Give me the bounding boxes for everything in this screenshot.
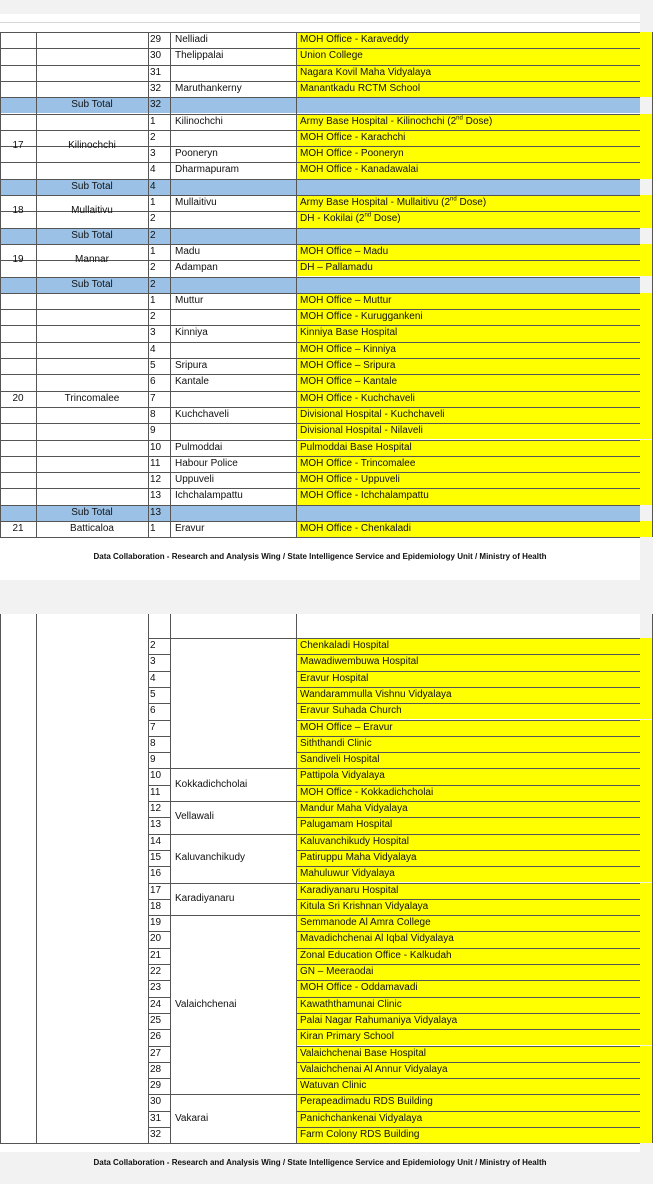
location-cell	[300, 211, 652, 227]
location-cell: MOH Office - Kokkadichcholai	[300, 786, 434, 798]
district-name: Mullaitivu	[71, 205, 113, 217]
location-sup: nd	[364, 212, 372, 219]
location-cell: Divisional Hospital - Kuchchaveli	[300, 408, 445, 420]
subtotal-label: Sub Total	[71, 99, 113, 111]
moh-group-rule	[170, 768, 296, 769]
moh-area: Ichchalampattu	[175, 490, 243, 502]
row-number: 3	[150, 327, 156, 339]
moh-area: Kinniya	[175, 327, 208, 339]
district-serial: 17	[12, 140, 24, 152]
table-column-rule	[36, 614, 37, 1143]
moh-area: Kuchchaveli	[175, 408, 229, 420]
district-serial: 19	[12, 254, 24, 266]
moh-area: Vakarai	[175, 1112, 209, 1124]
subtotal-label: Sub Total	[71, 229, 113, 241]
location-cell	[300, 195, 652, 211]
table-column-rule	[0, 32, 1, 537]
row-number: 28	[150, 1063, 162, 1075]
moh-area: Pooneryn	[175, 148, 218, 160]
subtotal-count: 32	[150, 99, 162, 111]
row-number: 4	[150, 672, 156, 684]
row-number: 29	[150, 34, 162, 45]
row-number: 17	[150, 884, 162, 896]
row-number: 14	[150, 835, 162, 847]
location-cell: MOH Office - Uppuveli	[300, 474, 400, 486]
location-cell: Pattipola Vidyalaya	[300, 770, 385, 782]
row-number: 13	[150, 490, 162, 502]
moh-area: Adampan	[175, 262, 218, 274]
row-number: 23	[150, 982, 162, 994]
location-cell: MOH Office – Eravur	[300, 721, 393, 733]
location-cell: Mavadichchenai Al Iqbal Vidyalaya	[300, 933, 454, 945]
location-text: Dose)	[462, 115, 493, 127]
moh-area: Habour Police	[175, 457, 238, 469]
row-number: 11	[150, 457, 161, 469]
location-cell: Eravur Hospital	[300, 672, 369, 684]
moh-group-rule	[170, 638, 296, 639]
district-serial: 21	[12, 523, 24, 535]
row-number: 19	[150, 917, 162, 929]
row-number: 16	[150, 868, 162, 880]
table-column-rule	[296, 614, 297, 1143]
row-number: 15	[150, 851, 162, 863]
subtotal-label: Sub Total	[71, 278, 113, 290]
moh-area: Vellawali	[175, 811, 214, 823]
location-cell: Kawaththamunai Clinic	[300, 998, 402, 1010]
row-number: 2	[150, 640, 156, 651]
row-number: 3	[150, 148, 156, 160]
moh-area: Madu	[175, 245, 201, 257]
row-number: 1	[150, 115, 156, 127]
location-cell: Pulmoddai Base Hospital	[300, 441, 412, 453]
location-cell: MOH Office – Muttur	[300, 294, 392, 306]
location-cell: Kinniya Base Hospital	[300, 327, 398, 339]
district-name: Mannar	[75, 254, 109, 266]
location-cell: Palai Nagar Rahumaniya Vidyalaya	[300, 1014, 458, 1026]
row-number: 7	[150, 392, 156, 404]
subtotal-count: 2	[150, 278, 156, 290]
moh-area: Muttur	[175, 294, 204, 306]
row-number: 2	[150, 311, 156, 323]
table-column-rule	[0, 614, 1, 1143]
location-cell: Eravur Suhada Church	[300, 705, 402, 717]
row-number: 31	[150, 66, 162, 78]
subtotal-label: Sub Total	[71, 506, 113, 518]
document-page-1	[0, 14, 640, 580]
row-number: 13	[150, 819, 162, 831]
row-number: 29	[150, 1080, 162, 1092]
row-number: 11	[150, 786, 161, 798]
row-number: 1	[150, 523, 156, 534]
moh-area: Kantale	[175, 376, 209, 388]
subtotal-count: 13	[150, 506, 162, 518]
row-number: 1	[150, 294, 156, 306]
row-number: 30	[150, 1096, 162, 1108]
row-number: 30	[150, 50, 162, 62]
location-cell: Valaichchenai Al Annur Vidyalaya	[300, 1063, 448, 1075]
location-cell: Kaluvanchikudy Hospital	[300, 835, 409, 847]
row-number: 27	[150, 1047, 162, 1059]
row-number: 21	[150, 949, 162, 961]
location-cell: MOH Office – Sripura	[300, 360, 396, 371]
document-page-2	[0, 614, 640, 1167]
location-cell: Union College	[300, 50, 363, 62]
location-text: Army Base Hospital - Mullaitivu (2	[300, 197, 451, 208]
location-cell	[300, 114, 652, 130]
location-cell: Zonal Education Office - Kalkudah	[300, 949, 452, 961]
location-cell: Karadiyanaru Hospital	[300, 884, 399, 896]
row-number: 32	[150, 82, 162, 94]
page-footer: Data Collaboration - Research and Analysis Wing / State Intelligence Service and Epidemiology Unit / Ministry of Health	[93, 1158, 547, 1167]
location-cell: MOH Office - Ichchalampattu	[300, 490, 429, 502]
location-text: DH - Kokilai (2	[300, 213, 365, 225]
location-cell: Siththandi Clinic	[300, 737, 372, 749]
location-cell: Valaichchenai Base Hospital	[300, 1047, 427, 1059]
row-number: 26	[150, 1031, 162, 1043]
moh-area: Nelliadi	[175, 34, 208, 45]
subtotal-count: 2	[150, 229, 156, 241]
location-cell: MOH Office - Kanadawalai	[300, 164, 419, 176]
location-cell: MOH Office – Madu	[300, 245, 389, 257]
district-name: Trincomalee	[64, 392, 120, 404]
location-cell: MOH Office - Pooneryn	[300, 148, 404, 160]
location-text: Dose)	[456, 197, 487, 208]
row-number: 9	[150, 425, 156, 437]
moh-area: Maruthankerny	[175, 82, 242, 94]
row-number: 31	[150, 1112, 162, 1124]
location-cell: Divisional Hospital - Nilaveli	[300, 425, 423, 437]
row-number: 4	[150, 164, 156, 176]
location-cell: MOH Office - Karachchi	[300, 131, 406, 143]
moh-area: Thelippalai	[175, 50, 224, 62]
row-number: 10	[150, 441, 162, 453]
moh-group-rule	[170, 834, 296, 835]
location-cell: MOH Office – Kantale	[300, 376, 398, 388]
row-number: 18	[150, 900, 162, 912]
location-cell: Wandarammulla Vishnu Vidyalaya	[300, 688, 452, 700]
moh-area: Mullaitivu	[175, 197, 217, 208]
moh-group-rule	[170, 883, 296, 884]
location-cell: Kiran Primary School	[300, 1031, 394, 1043]
row-number: 1	[150, 245, 156, 257]
table-row-rule	[0, 537, 640, 538]
row-number: 10	[150, 770, 162, 782]
location-cell: Mandur Maha Vidyalaya	[300, 803, 408, 814]
location-cell: MOH Office - Kuchchaveli	[300, 392, 415, 404]
subtotal-count: 4	[150, 180, 156, 192]
subtotal-label: Sub Total	[71, 180, 113, 192]
location-cell: Patiruppu Maha Vidyalaya	[300, 851, 417, 863]
table-column-rule	[148, 32, 149, 537]
location-cell: MOH Office - Trincomalee	[300, 457, 416, 469]
location-cell: Manantkadu RCTM School	[300, 82, 421, 94]
moh-group-rule	[170, 915, 296, 916]
location-cell: Chenkaladi Hospital	[300, 640, 389, 651]
row-number: 12	[150, 474, 162, 486]
row-number: 5	[150, 360, 156, 371]
table-column-rule	[296, 32, 297, 537]
table-bottom-rule	[0, 1143, 640, 1144]
moh-area: Uppuveli	[175, 474, 214, 486]
location-cell: DH – Pallamadu	[300, 262, 373, 274]
table-column-rule	[148, 614, 149, 1143]
row-number: 32	[150, 1129, 162, 1140]
location-cell: Palugamam Hospital	[300, 819, 393, 831]
row-number: 6	[150, 376, 156, 388]
location-text: Army Base Hospital - Kilinochchi (2	[300, 115, 457, 127]
moh-group-rule	[170, 1094, 296, 1095]
row-number: 4	[150, 343, 156, 355]
location-cell: Semmanode Al Amra College	[300, 917, 431, 929]
location-cell: MOH Office – Kinniya	[300, 343, 396, 355]
location-cell: MOH Office - Karaveddy	[300, 34, 409, 45]
page-top-rule	[0, 22, 640, 23]
row-number: 2	[150, 213, 156, 225]
moh-area: Eravur	[175, 523, 205, 534]
row-number: 5	[150, 688, 156, 700]
row-number: 12	[150, 803, 162, 814]
moh-area: Sripura	[175, 360, 208, 371]
moh-area: Kaluvanchikudy	[175, 852, 246, 864]
location-cell: Farm Colony RDS Building	[300, 1129, 420, 1140]
moh-area: Karadiyanaru	[175, 892, 235, 904]
row-number: 22	[150, 966, 162, 977]
moh-group-rule	[170, 801, 296, 802]
row-number: 3	[150, 656, 156, 668]
page-footer: Data Collaboration - Research and Analysis Wing / State Intelligence Service and Epidemiology Unit / Ministry of Health	[93, 552, 547, 561]
location-cell: Mahuluwur Vidyalaya	[300, 868, 395, 880]
moh-area: Kokkadichcholai	[175, 778, 248, 790]
row-number: 20	[150, 933, 162, 945]
row-number: 24	[150, 998, 162, 1010]
row-number: 8	[150, 408, 156, 420]
moh-area: Kilinochchi	[175, 115, 223, 127]
location-cell: GN – Meeraodai	[300, 966, 374, 977]
location-cell: MOH Office - Chenkaladi	[300, 523, 411, 534]
district-name: Batticaloa	[70, 523, 114, 535]
row-number: 9	[150, 754, 156, 766]
row-number: 8	[150, 737, 156, 749]
location-cell: Perapeadimadu RDS Building	[300, 1096, 433, 1108]
moh-area: Dharmapuram	[175, 164, 239, 176]
location-cell: Watuvan Clinic	[300, 1080, 367, 1092]
row-number: 25	[150, 1014, 162, 1026]
row-number: 2	[150, 262, 156, 274]
table-column-rule	[170, 32, 171, 537]
location-cell: MOH Office - Kuruggankeni	[300, 311, 423, 323]
location-cell: Panichchankenai Vidyalaya	[300, 1112, 423, 1124]
location-cell: Kitula Sri Krishnan Vidyalaya	[300, 900, 429, 912]
row-number: 6	[150, 705, 156, 717]
moh-area: Valaichchenai	[175, 998, 237, 1010]
row-number: 2	[150, 131, 156, 143]
district-name: Kilinochchi	[68, 140, 116, 152]
location-sup: nd	[456, 115, 463, 122]
district-serial: 18	[12, 205, 24, 217]
table-column-rule	[170, 614, 171, 1143]
row-number: 7	[150, 721, 156, 733]
location-cell: Nagara Kovil Maha Vidyalaya	[300, 66, 432, 78]
location-cell: Sandiveli Hospital	[300, 754, 380, 766]
row-number: 1	[150, 197, 156, 208]
moh-area: Pulmoddai	[175, 441, 223, 453]
location-text: Dose)	[371, 213, 401, 225]
district-serial: 20	[12, 392, 24, 404]
location-sup: nd	[450, 196, 457, 203]
location-cell: MOH Office - Oddamavadi	[300, 982, 418, 994]
location-cell: Mawadiwembuwa Hospital	[300, 656, 419, 668]
